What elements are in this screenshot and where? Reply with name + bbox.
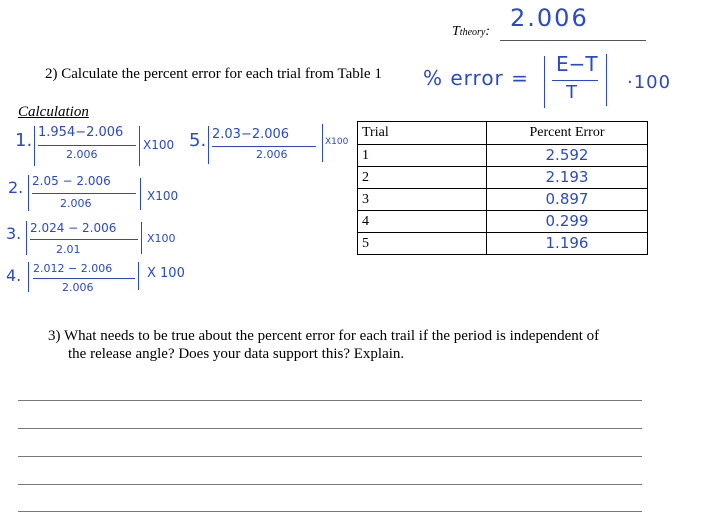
calc-3-denominator: 2.01 [56,243,81,256]
percent-error-cell[interactable] [487,189,648,211]
percent-error-cell[interactable] [487,211,648,233]
t-theory-label [452,24,490,40]
answer-line-2[interactable] [18,428,642,429]
calc-2-fraction-line [32,193,136,194]
trial-cell: 1 [358,145,487,167]
calc-2-index: 2. [8,178,24,197]
percent-error-value: 1.196 [545,234,589,252]
header-percent-error: Percent Error [487,122,648,145]
calc-5-bar-right [322,124,323,162]
question-2-text: 2) Calculate the percent error for each trial from Table 1 [45,66,382,82]
calc-4-index: 4. [6,266,22,285]
calc-1-tail: X100 [143,138,175,152]
table-row [358,233,648,255]
calc-4-bar-right [138,262,139,290]
calc-3-index: 3. [6,224,22,243]
percent-error-cell[interactable] [487,145,648,167]
calc-3-numerator: 2.024 − 2.006 [30,221,117,235]
percent-error-value: 2.592 [545,146,589,164]
question-3-line-2: the release angle? Does your data support this? Explain. [68,346,405,362]
calc-1-bar-right [139,126,140,166]
calc-5-index: 5. [189,130,207,151]
percent-error-cell[interactable] [487,167,648,189]
table-row [358,167,648,189]
percent-error-value: 0.897 [545,190,589,208]
calc-4-numerator: 2.012 − 2.006 [33,262,113,275]
calc-2-numerator: 2.05 − 2.006 [32,174,111,188]
question-3-line-1: 3) What needs to be true about the percent error for each trail if the period is independent of [48,328,600,344]
calc-4-tail: X 100 [147,266,185,281]
calc-3-bar-right [141,222,142,254]
calc-1-bar-left [34,126,35,166]
calc-2-bar-right [140,178,141,210]
calc-4-fraction-line [33,278,135,279]
answer-line-4[interactable] [18,484,642,485]
percent-error-cell[interactable] [487,233,648,255]
calc-1-index: 1. [15,130,33,151]
t-theory-letter: T [452,24,460,39]
percent-error-table [357,121,648,255]
percent-error-formula-lhs: % error = [423,66,529,90]
t-theory-underline [500,40,646,41]
trial-cell: 2 [358,167,487,189]
calc-5-tail: X100 [325,137,349,147]
formula-numerator: E−T [556,52,598,76]
header-trial: Trial [358,122,487,145]
calc-1-numerator: 1.954−2.006 [38,125,124,140]
calc-2-tail: X100 [147,189,179,203]
calc-5-bar-left [208,126,209,164]
calc-1-fraction-line [38,145,136,146]
trial-cell: 4 [358,211,487,233]
answer-line-1[interactable] [18,400,642,401]
calc-5-numerator: 2.03−2.006 [212,127,290,142]
calc-2-bar-left [28,175,29,211]
formula-fraction-line [552,80,598,81]
table-header-row [358,122,648,145]
calc-3-fraction-line [30,239,138,240]
formula-tail: ·100 [627,72,672,93]
answer-line-5[interactable] [18,511,642,512]
calc-3-tail: X100 [147,232,176,245]
percent-error-value: 0.299 [545,212,589,230]
calculation-heading: Calculation [18,104,89,120]
calc-2-denominator: 2.006 [60,197,92,210]
trial-cell: 5 [358,233,487,255]
percent-error-value: 2.193 [545,168,589,186]
table-row [358,189,648,211]
trial-cell: 3 [358,189,487,211]
t-theory-subscript: theory [459,27,486,38]
calc-1-denominator: 2.006 [66,148,98,161]
calc-4-bar-left [28,262,29,292]
calc-5-denominator: 2.006 [256,148,288,161]
calc-4-denominator: 2.006 [62,281,94,294]
t-theory-colon: : [485,24,491,39]
formula-abs-bar-left [544,56,545,108]
formula-abs-bar-right [606,54,607,106]
formula-denominator: T [566,82,577,103]
table-row [358,211,648,233]
t-theory-value: 2.006 [510,4,589,32]
calc-5-fraction-line [212,146,316,147]
answer-line-3[interactable] [18,456,642,457]
table-row [358,145,648,167]
calc-3-bar-left [26,221,27,255]
